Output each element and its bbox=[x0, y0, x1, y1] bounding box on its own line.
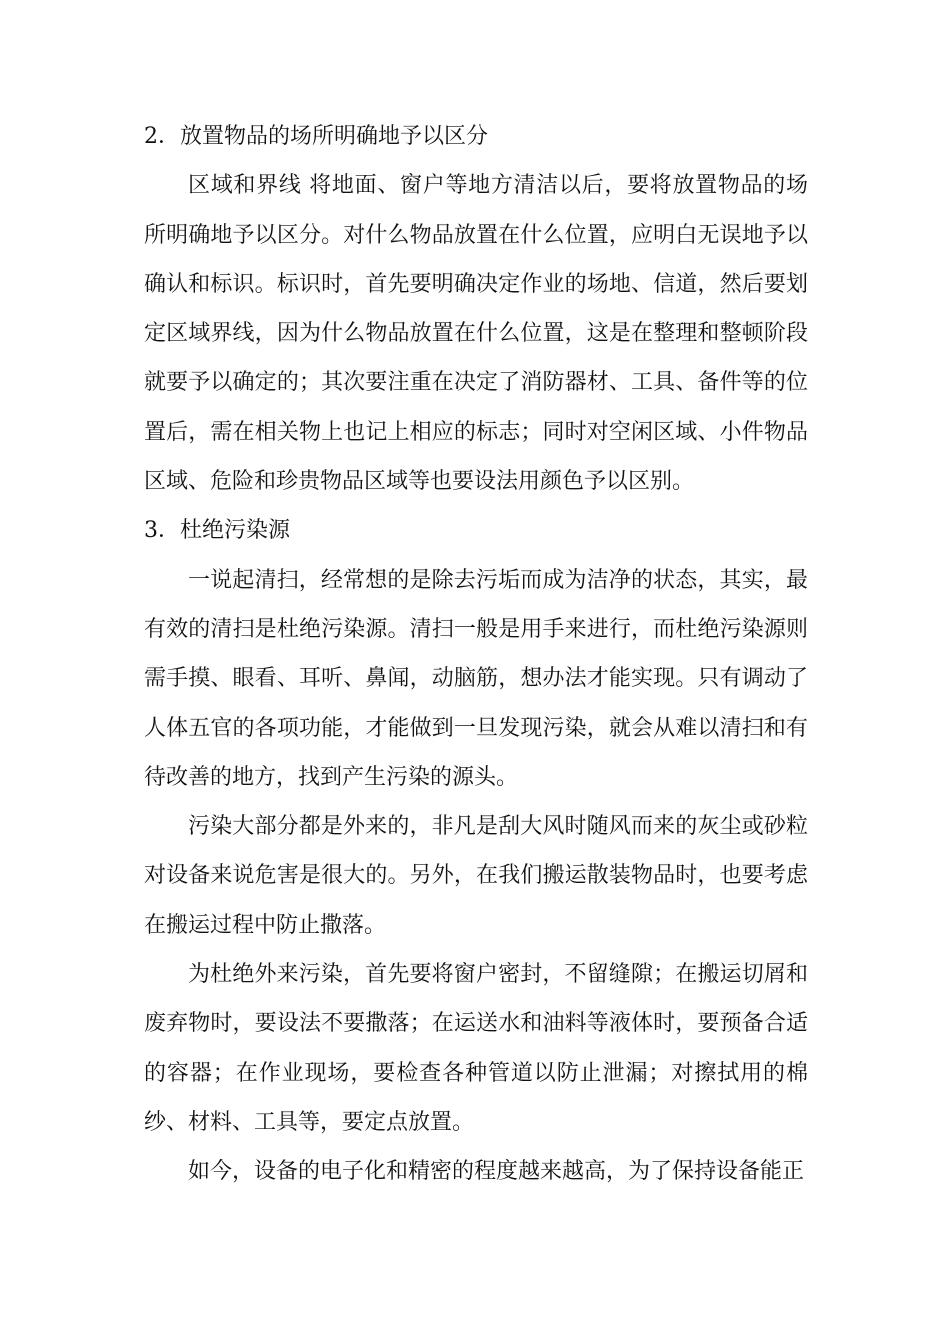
body-paragraph: 如今，设备的电子化和精密的程度越来越高，为了保持设备能正 bbox=[188, 1159, 805, 1185]
section-heading: 2．放置物品的场所明确地予以区分 bbox=[144, 124, 488, 149]
body-paragraph: 污染大部分都是外来的，非凡是刮大风时随风而来的灰尘或砂粒对设备来说危害是很大的。另外，在我们搬运散装物品时，也要考虑在搬运过程中防止撒落。 bbox=[144, 814, 808, 938]
body-paragraph: 一说起清扫，经常想的是除去污垢而成为洁净的状态，其实，最有效的清扫是杜绝污染源。清扫一般是用手来进行，而杜绝污染源则需手摸、眼看、耳听、鼻闻，动脑筋，想办法才能实现。只有调动了人体五官的各项功能，才能做到一旦发现污染，就会从难以清扫和有待改善的地方，找到产生污染的源头。 bbox=[144, 567, 808, 790]
body-paragraph: 区域和界线 将地面、窗户等地方清洁以后，要将放置物品的场所明确地予以区分。对什么物品放置在什么位置，应明白无误地予以确认和标识。标识时，首先要明确决定作业的场地、信道，然后要划定区域界线，因为什么物品放置在什么位置，这是在整理和整顿阶段就要予以确定的；其次要注重在决定了消防器材、工具、备件等的位置后，需在相关物上也记上相应的标志；同时对空闲区域、小件物品区域、危险和珍贵物品区域等也要设法用颜色予以区别。 bbox=[144, 173, 808, 495]
section-heading: 3．杜绝污染源 bbox=[144, 518, 290, 544]
document-body bbox=[144, 112, 808, 1197]
body-paragraph: 为杜绝外来污染，首先要将窗户密封，不留缝隙；在搬运切屑和废弃物时，要设法不要撒落；在运送水和油料等液体时，要预备合适的容器；在作业现场，要检查各种管道以防止泄漏；对擦拭用的棉纱、材料、工具等，要定点放置。 bbox=[144, 962, 808, 1135]
